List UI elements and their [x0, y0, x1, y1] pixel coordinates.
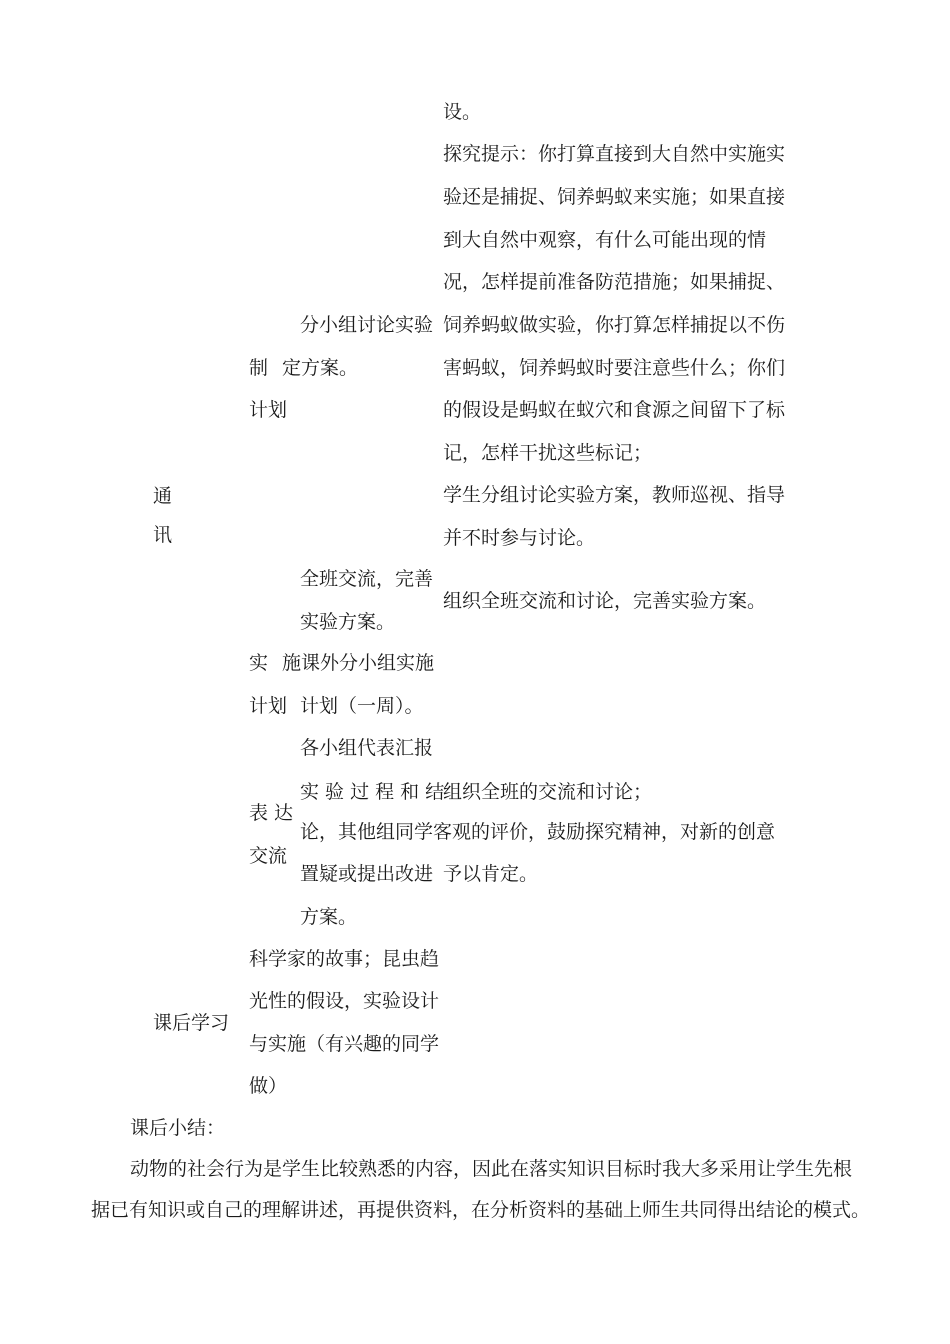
afterclass-text-line: 与实施（有兴趣的同学 — [249, 1033, 440, 1055]
afterclass-text-line: 光性的假设，实验设计 — [249, 990, 440, 1012]
teacher-text-line: 并不时参与讨论。 — [443, 527, 596, 549]
teacher-text-line: 饲养蚂蚁做实验，你打算怎样捕捉以不伤 — [443, 314, 786, 336]
student-text-line: 计划（一周）。 — [300, 695, 424, 717]
stage-label: 交流 — [249, 845, 288, 867]
teacher-text-line: 予以肯定。 — [443, 863, 539, 885]
stage-label: 表 达 — [249, 802, 294, 824]
stage-label: 实 — [249, 652, 269, 674]
summary-paragraph-line: 动物的社会行为是学生比较熟悉的内容，因此在落实知识目标时我大多采用让学生先根 — [130, 1158, 853, 1180]
teacher-text-line: 组织全班交流和讨论，完善实验方案。 — [443, 590, 767, 612]
afterclass-text-line: 做） — [249, 1075, 288, 1097]
teacher-text-line: 探究提示：你打算直接到大自然中实施实 — [443, 143, 786, 165]
summary-title: 课后小结： — [130, 1117, 226, 1139]
section-label: 通 — [153, 485, 173, 507]
student-text-line: 全班交流，完善 — [300, 568, 434, 590]
stage-label: 计划 — [249, 399, 288, 421]
teacher-text-line: 设。 — [443, 101, 482, 123]
afterclass-text-line: 科学家的故事；昆虫趋 — [249, 948, 440, 970]
teacher-text-line: 的假设是蚂蚁在蚁穴和食源之间留下了标 — [443, 399, 786, 421]
student-text-line: 施课外分小组实施 — [282, 652, 435, 674]
student-text-line: 实验方案。 — [300, 611, 396, 633]
student-text-line: 各小组代表汇报 — [300, 737, 434, 759]
section-label: 讯 — [153, 524, 173, 546]
teacher-text-line: 组织全班的交流和讨论； — [443, 781, 653, 803]
teacher-text-line: 学生分组讨论实验方案，教师巡视、指导 — [443, 484, 786, 506]
teacher-text-line: 害蚂蚁，饲养蚂蚁时要注意些什么；你们 — [443, 357, 786, 379]
teacher-text-line: 况，怎样提前准备防范措施；如果捕捉、 — [443, 271, 786, 293]
teacher-text-line: 验还是捕捉、饲养蚂蚁来实施；如果直接 — [443, 186, 786, 208]
summary-paragraph-line: 据已有知识或自己的理解讲述，再提供资料，在分析资料的基础上师生共同得出结论的模式。 — [91, 1199, 871, 1221]
teacher-text-line: 记，怎样干扰这些标记； — [443, 442, 653, 464]
student-text-line: 定方案。 — [282, 357, 359, 379]
student-text-line: 论，其他组同学客观的评价，鼓励探究精神，对新的创意 — [300, 821, 776, 843]
student-text-line: 方案。 — [300, 906, 358, 928]
teacher-text-line: 到大自然中观察，有什么可能出现的情 — [443, 229, 767, 251]
stage-label: 制 — [249, 357, 269, 379]
student-text-line: 置疑或提出改进 — [300, 863, 434, 885]
stage-label: 计划 — [249, 695, 288, 717]
student-text-line: 实 验 过 程 和 结 — [300, 781, 445, 803]
section-label: 课后学习 — [153, 1012, 230, 1034]
student-text-line: 分小组讨论实验 — [300, 314, 434, 336]
